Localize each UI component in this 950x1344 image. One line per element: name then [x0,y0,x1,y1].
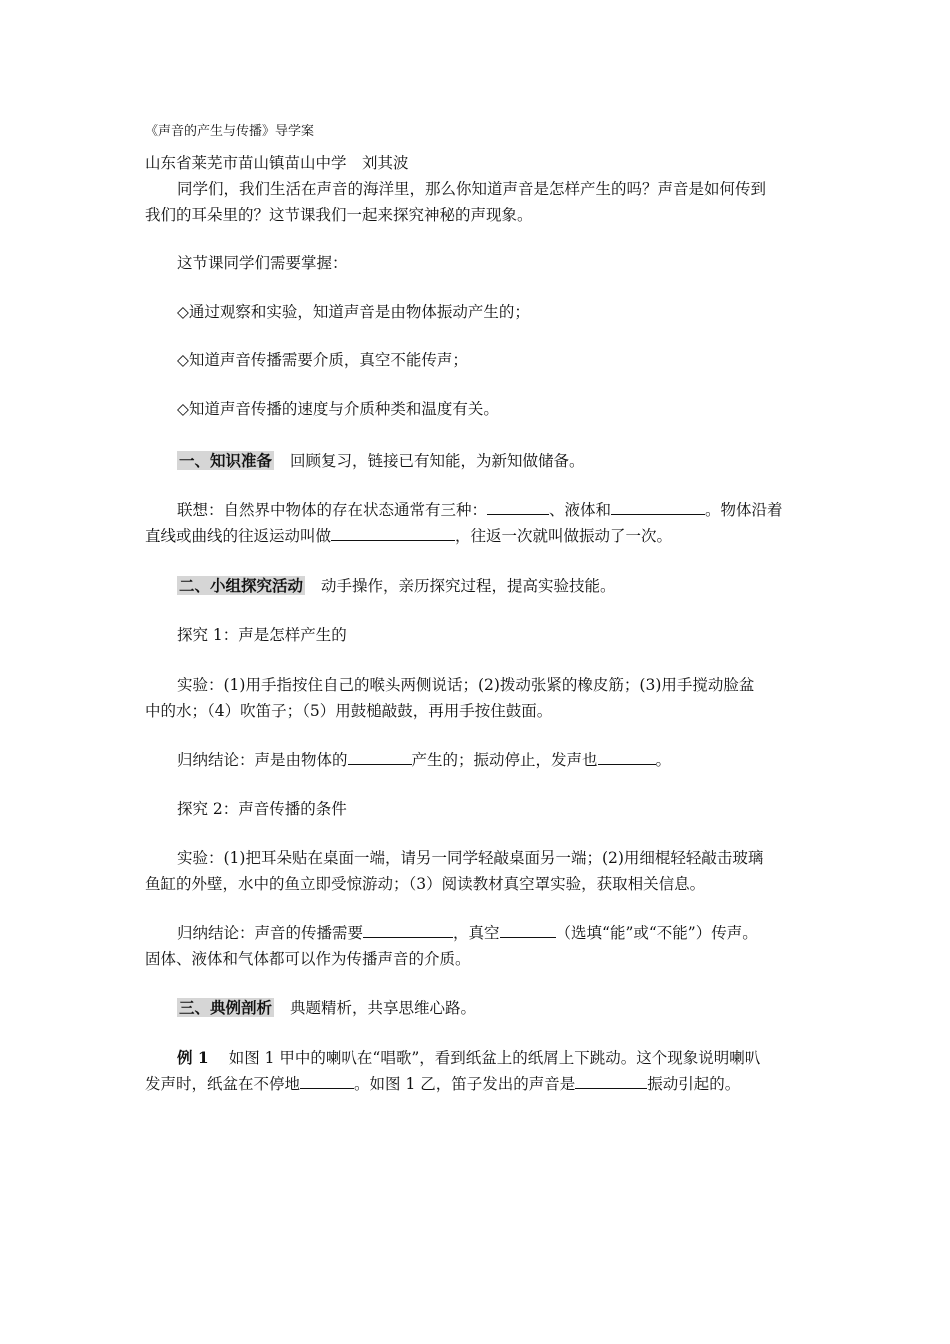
answer-blank[interactable] [500,923,556,938]
inquiry-1-conclusion [177,750,671,770]
text-segment: 归纳结论：声是由物体的 [177,751,348,769]
inquiry-2-experiment-line-1: 实验：(1)把耳朵贴在桌面一端，请另一同学轻敲桌面另一端；(2)用细棍轻轻敲击玻璃 [177,849,764,867]
inquiry-2-experiment-line-2: 鱼缸的外壁，水中的鱼立即受惊游动；（3）阅读教材真空罩实验，获取相关信息。 [145,875,706,893]
answer-blank[interactable] [363,923,453,938]
intro-line-2: 我们的耳朵里的？这节课我们一起来探究神秘的声现象。 [145,206,533,224]
text-segment: ，真空 [453,924,500,942]
objective-item: ◇知道声音传播的速度与介质种类和温度有关。 [177,400,499,418]
objectives-heading: 这节课同学们需要掌握： [177,254,348,272]
text-segment: 、液体和 [549,501,612,519]
inquiry-1-title: 探究 1：声是怎样产生的 [177,626,347,644]
section-3-desc: 典题精析，共享思维心路。 [290,999,477,1017]
text-segment: 。 [655,751,672,769]
text-segment: 归纳结论：声音的传播需要 [177,924,364,942]
answer-blank[interactable] [598,750,656,765]
inquiry-1-experiment-line-1: 实验：(1)用手指按住自己的喉头两侧说话；(2)拨动张紧的橡皮筋；(3)用手搅动脸盆 [177,676,755,694]
example-1-line-2 [145,1074,740,1094]
objective-item: ◇知道声音传播需要介质，真空不能传声； [177,351,468,369]
section-2-heading: 二、小组探究活动 [179,576,304,595]
inquiry-1-experiment-line-2: 中的水；（4）吹笛子；（5）用鼓槌敲鼓，再用手按住鼓面。 [145,702,553,720]
example-label: 例 1 [177,1048,209,1067]
objective-item: ◇通过观察和实验，知道声音是由物体振动产生的； [177,303,530,321]
document-title: 《声音的产生与传播》导学案 [145,124,315,139]
author-line: 山东省莱芜市苗山镇苗山中学 刘其波 [145,154,409,172]
text-segment: 发声时，纸盆在不停地 [145,1075,301,1093]
text-segment: 联想：自然界中物体的存在状态通常有三种： [177,501,488,519]
text-segment: （选填“能”或“不能”）传声。 [555,924,758,942]
inquiry-2-conclusion-line-2: 固体、液体和气体都可以作为传播声音的介质。 [145,950,471,968]
text-segment: 。如图 1 乙，笛子发出的声音是 [354,1075,576,1093]
section-1-paragraph-line-2 [145,526,672,546]
section-3-heading: 三、典例剖析 [179,998,273,1017]
answer-blank[interactable] [487,500,549,515]
section-1-row [177,451,585,471]
text-segment: 如图 1 甲中的喇叭在“唱歌”，看到纸盆上的纸屑上下跳动。这个现象说明喇叭 [228,1049,761,1067]
answer-blank[interactable] [300,1074,354,1089]
section-3-row [177,998,476,1018]
inquiry-2-title: 探究 2：声音传播的条件 [177,800,347,818]
inquiry-2-conclusion [177,923,758,943]
section-2-desc: 动手操作，亲历探究过程，提高实验技能。 [321,577,616,595]
answer-blank[interactable] [348,750,412,765]
section-1-heading: 一、知识准备 [179,451,273,470]
section-1-paragraph-line-1 [177,500,783,520]
text-segment: 产生的；振动停止，发声也 [411,751,598,769]
intro-line-1: 同学们，我们生活在声音的海洋里，那么你知道声音是怎样产生的吗？声音是如何传到 [177,180,767,198]
text-segment: 。物体沿着 [705,501,783,519]
answer-blank[interactable] [331,526,455,541]
text-segment: ，往返一次就叫做振动了一次。 [455,527,673,545]
example-1-line-1 [177,1048,760,1068]
section-2-row [177,576,616,596]
section-1-desc: 回顾复习，链接已有知能，为新知做储备。 [290,452,585,470]
answer-blank[interactable] [611,500,705,515]
answer-blank[interactable] [575,1074,647,1089]
text-segment: 振动引起的。 [647,1075,741,1093]
text-segment: 直线或曲线的往返运动叫做 [145,527,332,545]
